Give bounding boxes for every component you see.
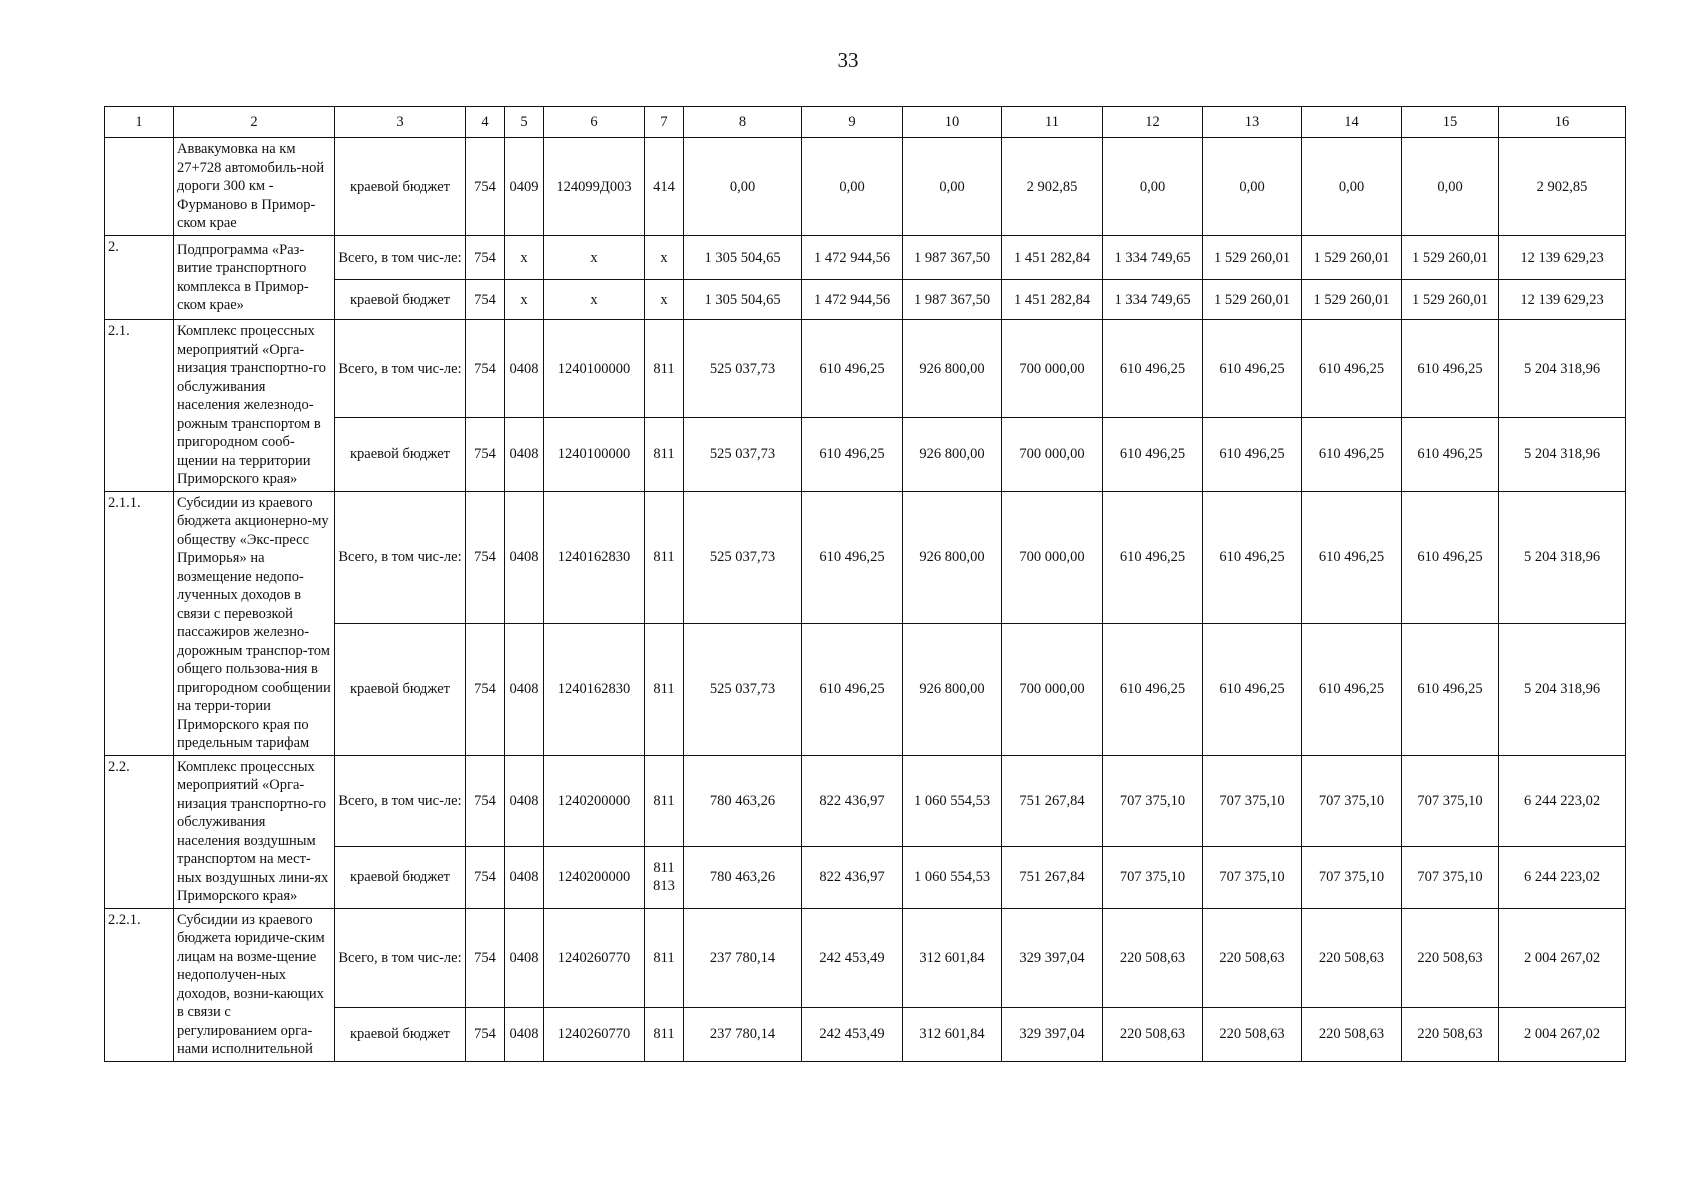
rzpr-code: 0408 <box>505 847 544 908</box>
rzpr-code: x <box>505 280 544 320</box>
amount-cell: 0,00 <box>684 138 802 236</box>
item-number: 2.2.1. <box>105 908 174 1061</box>
amount-cell: 610 496,25 <box>1302 623 1402 755</box>
amount-cell: 610 496,25 <box>1103 491 1203 623</box>
rzpr-code: 0408 <box>505 320 544 418</box>
grbs-code: 754 <box>466 908 505 1008</box>
amount-cell: 220 508,63 <box>1302 1008 1402 1061</box>
amount-cell: 926 800,00 <box>903 418 1002 492</box>
rzpr-code: 0408 <box>505 908 544 1008</box>
csr-code: x <box>544 236 645 280</box>
grbs-code: 754 <box>466 138 505 236</box>
amount-cell: 610 496,25 <box>1402 623 1499 755</box>
amount-cell: 242 453,49 <box>802 908 903 1008</box>
amount-cell: 1 334 749,65 <box>1103 280 1203 320</box>
funding-source: Всего, в том чис-ле: <box>335 491 466 623</box>
item-name: Аввакумовка на км 27+728 автомобиль-ной дороги 300 км - Фурманово в Примор-ском крае <box>174 138 335 236</box>
vr-code: 811 <box>645 755 684 847</box>
table-row <box>105 320 1626 418</box>
csr-code: 1240100000 <box>544 320 645 418</box>
amount-cell: 700 000,00 <box>1002 418 1103 492</box>
amount-cell: 707 375,10 <box>1402 755 1499 847</box>
amount-cell: 329 397,04 <box>1002 908 1103 1008</box>
amount-cell: 610 496,25 <box>1203 491 1302 623</box>
item-number <box>105 138 174 236</box>
item-name: Подпрограмма «Раз-витие транспортного комплекса в Примор-ском крае» <box>174 236 335 320</box>
amount-cell: 1 451 282,84 <box>1002 236 1103 280</box>
amount-cell: 822 436,97 <box>802 755 903 847</box>
csr-code: 1240200000 <box>544 847 645 908</box>
item-name: Комплекс процессных мероприятий «Орга-низация транспортно-го обслуживания населения железнодо-рожным транспортом в пригородном сооб-щении на территории Приморского края» <box>174 320 335 492</box>
amount-cell: 610 496,25 <box>1103 418 1203 492</box>
funding-source: краевой бюджет <box>335 418 466 492</box>
amount-cell: 707 375,10 <box>1203 847 1302 908</box>
amount-cell: 707 375,10 <box>1302 847 1402 908</box>
vr-code: 811 813 <box>645 847 684 908</box>
amount-cell: 0,00 <box>1103 138 1203 236</box>
amount-cell: 780 463,26 <box>684 755 802 847</box>
item-name: Комплекс процессных мероприятий «Орга-низация транспортно-го обслуживания населения воздушным транспортом на мест-ных воздушных лини-ях Приморского края» <box>174 755 335 908</box>
amount-cell: 5 204 318,96 <box>1499 418 1626 492</box>
amount-cell: 610 496,25 <box>1402 418 1499 492</box>
amount-cell: 926 800,00 <box>903 623 1002 755</box>
rzpr-code: 0408 <box>505 623 544 755</box>
column-header: 10 <box>903 107 1002 138</box>
column-header: 3 <box>335 107 466 138</box>
amount-cell: 1 305 504,65 <box>684 280 802 320</box>
amount-cell: 5 204 318,96 <box>1499 623 1626 755</box>
amount-cell: 610 496,25 <box>1302 418 1402 492</box>
amount-cell: 1 529 260,01 <box>1302 280 1402 320</box>
funding-source: Всего, в том чис-ле: <box>335 236 466 280</box>
amount-cell: 0,00 <box>903 138 1002 236</box>
vr-code: x <box>645 236 684 280</box>
column-header: 7 <box>645 107 684 138</box>
column-header: 8 <box>684 107 802 138</box>
amount-cell: 6 244 223,02 <box>1499 847 1626 908</box>
amount-cell: 700 000,00 <box>1002 491 1103 623</box>
amount-cell: 926 800,00 <box>903 320 1002 418</box>
amount-cell: 707 375,10 <box>1103 847 1203 908</box>
amount-cell: 707 375,10 <box>1302 755 1402 847</box>
grbs-code: 754 <box>466 491 505 623</box>
amount-cell: 610 496,25 <box>1103 623 1203 755</box>
amount-cell: 610 496,25 <box>1302 491 1402 623</box>
amount-cell: 220 508,63 <box>1402 908 1499 1008</box>
rzpr-code: 0408 <box>505 491 544 623</box>
amount-cell: 220 508,63 <box>1203 1008 1302 1061</box>
funding-source: краевой бюджет <box>335 280 466 320</box>
amount-cell: 610 496,25 <box>802 320 903 418</box>
amount-cell: 707 375,10 <box>1103 755 1203 847</box>
funding-source: краевой бюджет <box>335 623 466 755</box>
amount-cell: 610 496,25 <box>1203 320 1302 418</box>
amount-cell: 220 508,63 <box>1302 908 1402 1008</box>
amount-cell: 610 496,25 <box>1302 320 1402 418</box>
page-number: 33 <box>837 48 859 72</box>
grbs-code: 754 <box>466 623 505 755</box>
amount-cell: 242 453,49 <box>802 1008 903 1061</box>
amount-cell: 5 204 318,96 <box>1499 491 1626 623</box>
amount-cell: 1 334 749,65 <box>1103 236 1203 280</box>
grbs-code: 754 <box>466 755 505 847</box>
amount-cell: 525 037,73 <box>684 418 802 492</box>
table-row <box>105 236 1626 280</box>
amount-cell: 1 529 260,01 <box>1302 236 1402 280</box>
amount-cell: 2 902,85 <box>1499 138 1626 236</box>
csr-code: x <box>544 280 645 320</box>
csr-code: 1240260770 <box>544 908 645 1008</box>
vr-code: 811 <box>645 320 684 418</box>
amount-cell: 1 305 504,65 <box>684 236 802 280</box>
funding-source: краевой бюджет <box>335 138 466 236</box>
column-header: 11 <box>1002 107 1103 138</box>
funding-source: краевой бюджет <box>335 847 466 908</box>
funding-source: Всего, в том чис-ле: <box>335 320 466 418</box>
column-header: 9 <box>802 107 903 138</box>
amount-cell: 525 037,73 <box>684 623 802 755</box>
csr-code: 124099Д003 <box>544 138 645 236</box>
amount-cell: 707 375,10 <box>1203 755 1302 847</box>
amount-cell: 2 004 267,02 <box>1499 908 1626 1008</box>
amount-cell: 220 508,63 <box>1402 1008 1499 1061</box>
item-number: 2.2. <box>105 755 174 908</box>
column-header: 16 <box>1499 107 1626 138</box>
column-header: 13 <box>1203 107 1302 138</box>
amount-cell: 751 267,84 <box>1002 847 1103 908</box>
amount-cell: 5 204 318,96 <box>1499 320 1626 418</box>
amount-cell: 312 601,84 <box>903 908 1002 1008</box>
csr-code: 1240162830 <box>544 491 645 623</box>
amount-cell: 1 987 367,50 <box>903 236 1002 280</box>
amount-cell: 610 496,25 <box>1402 491 1499 623</box>
amount-cell: 1 060 554,53 <box>903 847 1002 908</box>
amount-cell: 610 496,25 <box>1203 623 1302 755</box>
vr-code: 811 <box>645 908 684 1008</box>
amount-cell: 926 800,00 <box>903 491 1002 623</box>
column-header: 4 <box>466 107 505 138</box>
budget-table <box>104 106 1626 1062</box>
amount-cell: 1 529 260,01 <box>1203 280 1302 320</box>
amount-cell: 610 496,25 <box>1103 320 1203 418</box>
item-name: Субсидии из краевого бюджета юридиче-ским лицам на возме-щение недополучен-ных доходов, возни-кающих в связи с регулированием орга-нами исполнительной <box>174 908 335 1061</box>
amount-cell: 237 780,14 <box>684 1008 802 1061</box>
rzpr-code: x <box>505 236 544 280</box>
amount-cell: 237 780,14 <box>684 908 802 1008</box>
amount-cell: 610 496,25 <box>1203 418 1302 492</box>
amount-cell: 1 451 282,84 <box>1002 280 1103 320</box>
amount-cell: 707 375,10 <box>1402 847 1499 908</box>
column-header: 15 <box>1402 107 1499 138</box>
amount-cell: 220 508,63 <box>1203 908 1302 1008</box>
table-row <box>105 491 1626 623</box>
amount-cell: 12 139 629,23 <box>1499 280 1626 320</box>
amount-cell: 700 000,00 <box>1002 320 1103 418</box>
vr-code: 811 <box>645 418 684 492</box>
table-row <box>105 138 1626 236</box>
grbs-code: 754 <box>466 1008 505 1061</box>
amount-cell: 610 496,25 <box>802 491 903 623</box>
amount-cell: 1 529 260,01 <box>1402 280 1499 320</box>
grbs-code: 754 <box>466 280 505 320</box>
funding-source: Всего, в том чис-ле: <box>335 908 466 1008</box>
amount-cell: 1 987 367,50 <box>903 280 1002 320</box>
rzpr-code: 0408 <box>505 1008 544 1061</box>
item-number: 2.1. <box>105 320 174 492</box>
amount-cell: 1 472 944,56 <box>802 236 903 280</box>
vr-code: x <box>645 280 684 320</box>
amount-cell: 6 244 223,02 <box>1499 755 1626 847</box>
csr-code: 1240100000 <box>544 418 645 492</box>
amount-cell: 220 508,63 <box>1103 908 1203 1008</box>
amount-cell: 1 060 554,53 <box>903 755 1002 847</box>
amount-cell: 822 436,97 <box>802 847 903 908</box>
amount-cell: 0,00 <box>1402 138 1499 236</box>
amount-cell: 1 472 944,56 <box>802 280 903 320</box>
table-row <box>105 755 1626 847</box>
column-header: 5 <box>505 107 544 138</box>
vr-code: 811 <box>645 623 684 755</box>
amount-cell: 610 496,25 <box>1402 320 1499 418</box>
amount-cell: 0,00 <box>802 138 903 236</box>
table-row <box>105 908 1626 1008</box>
vr-code: 414 <box>645 138 684 236</box>
amount-cell: 610 496,25 <box>802 418 903 492</box>
amount-cell: 700 000,00 <box>1002 623 1103 755</box>
csr-code: 1240162830 <box>544 623 645 755</box>
item-number: 2.1.1. <box>105 491 174 755</box>
amount-cell: 329 397,04 <box>1002 1008 1103 1061</box>
amount-cell: 525 037,73 <box>684 491 802 623</box>
amount-cell: 1 529 260,01 <box>1203 236 1302 280</box>
amount-cell: 220 508,63 <box>1103 1008 1203 1061</box>
amount-cell: 751 267,84 <box>1002 755 1103 847</box>
column-header: 6 <box>544 107 645 138</box>
column-header: 2 <box>174 107 335 138</box>
csr-code: 1240200000 <box>544 755 645 847</box>
amount-cell: 12 139 629,23 <box>1499 236 1626 280</box>
grbs-code: 754 <box>466 236 505 280</box>
rzpr-code: 0409 <box>505 138 544 236</box>
amount-cell: 1 529 260,01 <box>1402 236 1499 280</box>
grbs-code: 754 <box>466 320 505 418</box>
amount-cell: 525 037,73 <box>684 320 802 418</box>
column-header: 12 <box>1103 107 1203 138</box>
header-row <box>105 107 1626 138</box>
grbs-code: 754 <box>466 847 505 908</box>
amount-cell: 0,00 <box>1302 138 1402 236</box>
column-header: 14 <box>1302 107 1402 138</box>
column-header: 1 <box>105 107 174 138</box>
amount-cell: 610 496,25 <box>802 623 903 755</box>
vr-code: 811 <box>645 491 684 623</box>
vr-code: 811 <box>645 1008 684 1061</box>
amount-cell: 312 601,84 <box>903 1008 1002 1061</box>
grbs-code: 754 <box>466 418 505 492</box>
csr-code: 1240260770 <box>544 1008 645 1061</box>
amount-cell: 2 902,85 <box>1002 138 1103 236</box>
amount-cell: 780 463,26 <box>684 847 802 908</box>
funding-source: Всего, в том чис-ле: <box>335 755 466 847</box>
amount-cell: 2 004 267,02 <box>1499 1008 1626 1061</box>
amount-cell: 0,00 <box>1203 138 1302 236</box>
rzpr-code: 0408 <box>505 755 544 847</box>
item-number: 2. <box>105 236 174 320</box>
item-name: Субсидии из краевого бюджета акционерно-му обществу «Экс-пресс Приморья» на возмещение недопо-лученных доходов в связи с перевозкой пассажиров железно-дорожным транспор-том общего пользова-ния в пригородном сообщении на терри-тории Приморского края по предельным тарифам <box>174 491 335 755</box>
rzpr-code: 0408 <box>505 418 544 492</box>
funding-source: краевой бюджет <box>335 1008 466 1061</box>
